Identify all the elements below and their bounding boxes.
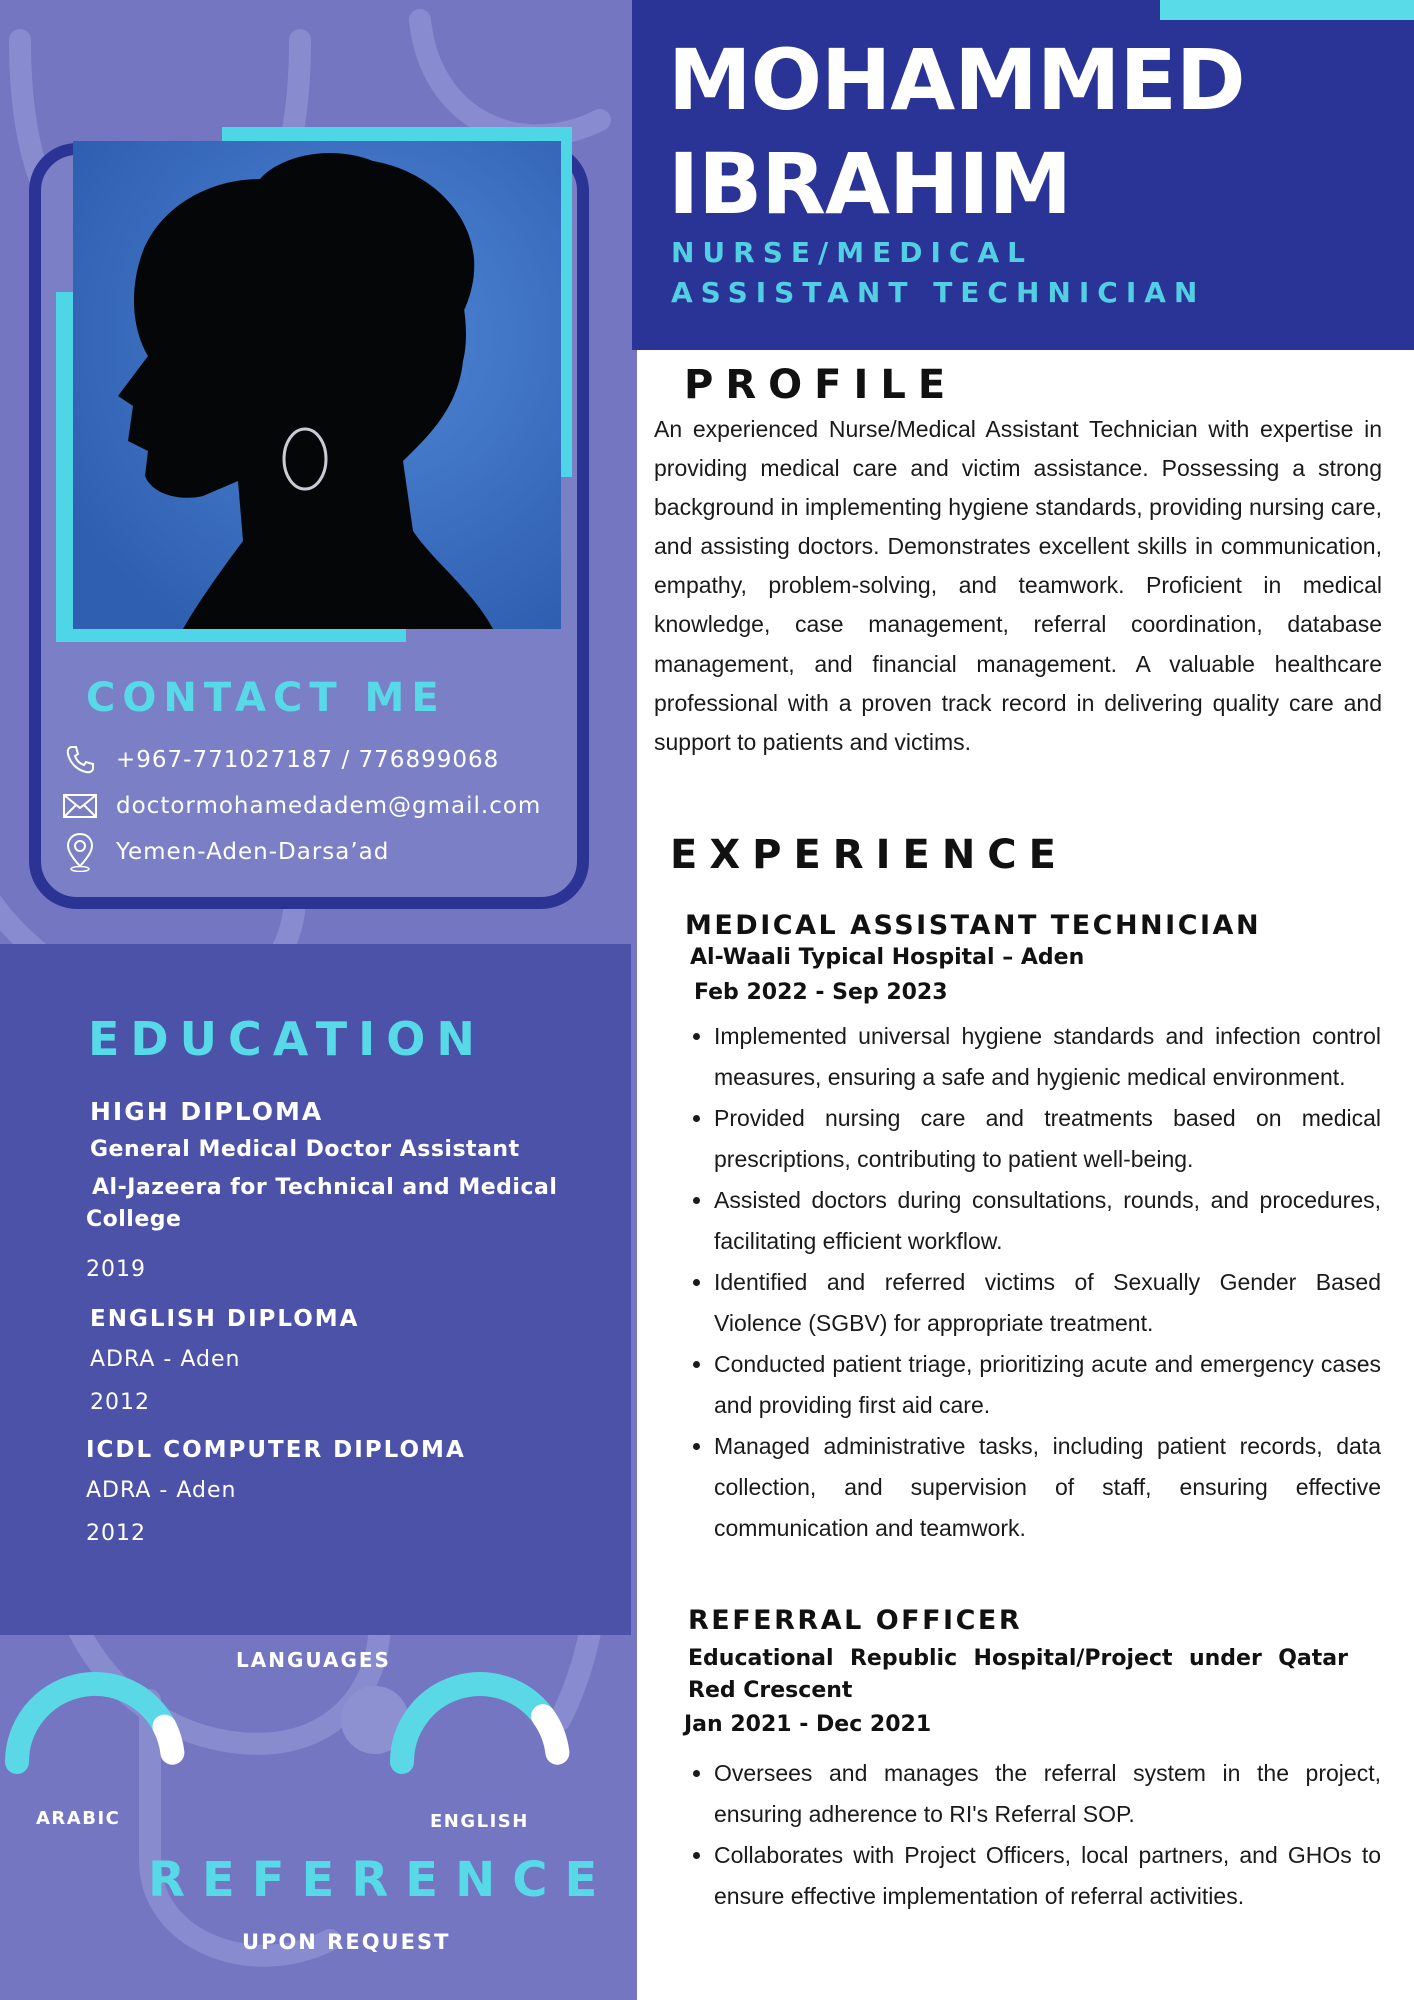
list-item: • Managed administrative tasks, including patient records, data collection, and supervision of staff, ensuring effective communication and teamwork. [714, 1426, 1381, 1549]
job-organization: Educational Republic Hospital/Project under Qatar Red Crescent [688, 1646, 1348, 1703]
language-gauge-arabic-remaining [165, 1727, 173, 1753]
education-year: 2019 [86, 1257, 146, 1282]
role-line: ASSISTANT TECHNICIAN [671, 276, 1206, 309]
job-organization: Al-Waali Typical Hospital – Aden [690, 945, 1085, 970]
contact-title: CONTACT ME [86, 675, 446, 721]
silhouette-portrait-image [73, 141, 561, 629]
languages-title: LANGUAGES [236, 1648, 391, 1672]
language-label-english: ENGLISH [430, 1811, 529, 1832]
contact-location-row [62, 832, 389, 872]
name-last: IBRAHIM [668, 135, 1072, 233]
photo-accent [222, 127, 572, 141]
job-bullet-list [684, 1753, 1381, 1917]
job-bullet-list [684, 1016, 1381, 1549]
education-year: 2012 [86, 1521, 146, 1546]
location-pin-icon [62, 834, 98, 870]
contact-phone-row [62, 740, 499, 780]
education-place: ADRA - Aden [86, 1478, 237, 1503]
language-gauge-english [402, 1684, 543, 1762]
list-item: • Identified and referred victims of Sexually Gender Based Violence (SGBV) for appropriate treatment. [714, 1262, 1381, 1344]
list-item: • Provided nursing care and treatments based on medical prescriptions, contributing to patient well-being. [714, 1098, 1381, 1180]
location-text: Yemen-Aden-Darsa’ad [116, 839, 390, 865]
job-role [671, 233, 1205, 313]
education-heading: ENGLISH DIPLOMA [90, 1306, 360, 1332]
left-sidebar [0, 0, 637, 2000]
phone-icon [62, 742, 98, 778]
list-item: • Assisted doctors during consultations, rounds, and procedures, facilitating efficient workflow. [714, 1180, 1381, 1262]
role-line: NURSE/MEDICAL [671, 236, 1033, 269]
job-title: MEDICAL ASSISTANT TECHNICIAN [685, 910, 1262, 941]
education-place: ADRA - Aden [90, 1347, 241, 1372]
job-dates: Jan 2021 - Dec 2021 [684, 1712, 932, 1737]
language-label-arabic: ARABIC [36, 1808, 121, 1829]
email-address[interactable]: doctormohamedadem@gmail.com [116, 793, 542, 819]
header-accent-bar [1160, 0, 1414, 20]
mail-icon [62, 788, 98, 824]
language-gauge-arabic [17, 1684, 165, 1762]
language-gauges [0, 1670, 637, 1790]
education-heading: HIGH DIPLOMA [90, 1097, 324, 1126]
reference-title: REFERENCE [148, 1852, 615, 1908]
reference-subtitle: UPON REQUEST [242, 1930, 451, 1954]
phone-number[interactable]: +967-771027187 / 776899068 [116, 747, 500, 773]
profile-title: PROFILE [684, 362, 958, 408]
education-title: EDUCATION [88, 1012, 486, 1066]
contact-email-row [62, 786, 541, 826]
list-item: • Conducted patient triage, prioritizing acute and emergency cases and providing first aid care. [714, 1344, 1381, 1426]
experience-title: EXPERIENCE [670, 832, 1068, 878]
education-heading: ICDL COMPUTER DIPLOMA [86, 1437, 466, 1463]
photo-accent [56, 292, 74, 642]
profile-text: An experienced Nurse/Medical Assistant Technician with expertise in providing medical care and victim assistance. Possessing a strong background in implementing hygiene standards, providing nursing care, and assisting doctors. Demonstrates excellent skills in communication, empathy, problem-solving, and teamwork. Proficient in medical knowledge, case management, referral coordination, database management, and financial management. A valuable healthcare professional with a proven track record in delivering quality care and support to patients and victims. [654, 416, 1382, 755]
list-item: • Collaborates with Project Officers, local partners, and GHOs to ensure effective implementation of referral activities. [714, 1835, 1381, 1917]
list-item: • Implemented universal hygiene standards and infection control measures, ensuring a safe and hygienic medical environment. [714, 1016, 1381, 1098]
education-institution: Al-Jazeera for Technical and Medical College [86, 1175, 558, 1232]
job-dates: Feb 2022 - Sep 2023 [694, 980, 948, 1005]
name-first: MOHAMMED [668, 31, 1245, 129]
profile-photo [73, 141, 561, 629]
education-year: 2012 [90, 1390, 150, 1415]
candidate-name [668, 28, 1245, 236]
language-gauge-english-remaining [543, 1716, 557, 1753]
list-item: • Oversees and manages the referral system in the project, ensuring adherence to RI's Referral SOP. [714, 1753, 1381, 1835]
education-program: General Medical Doctor Assistant [90, 1137, 520, 1162]
job-title: REFERRAL OFFICER [688, 1605, 1023, 1636]
